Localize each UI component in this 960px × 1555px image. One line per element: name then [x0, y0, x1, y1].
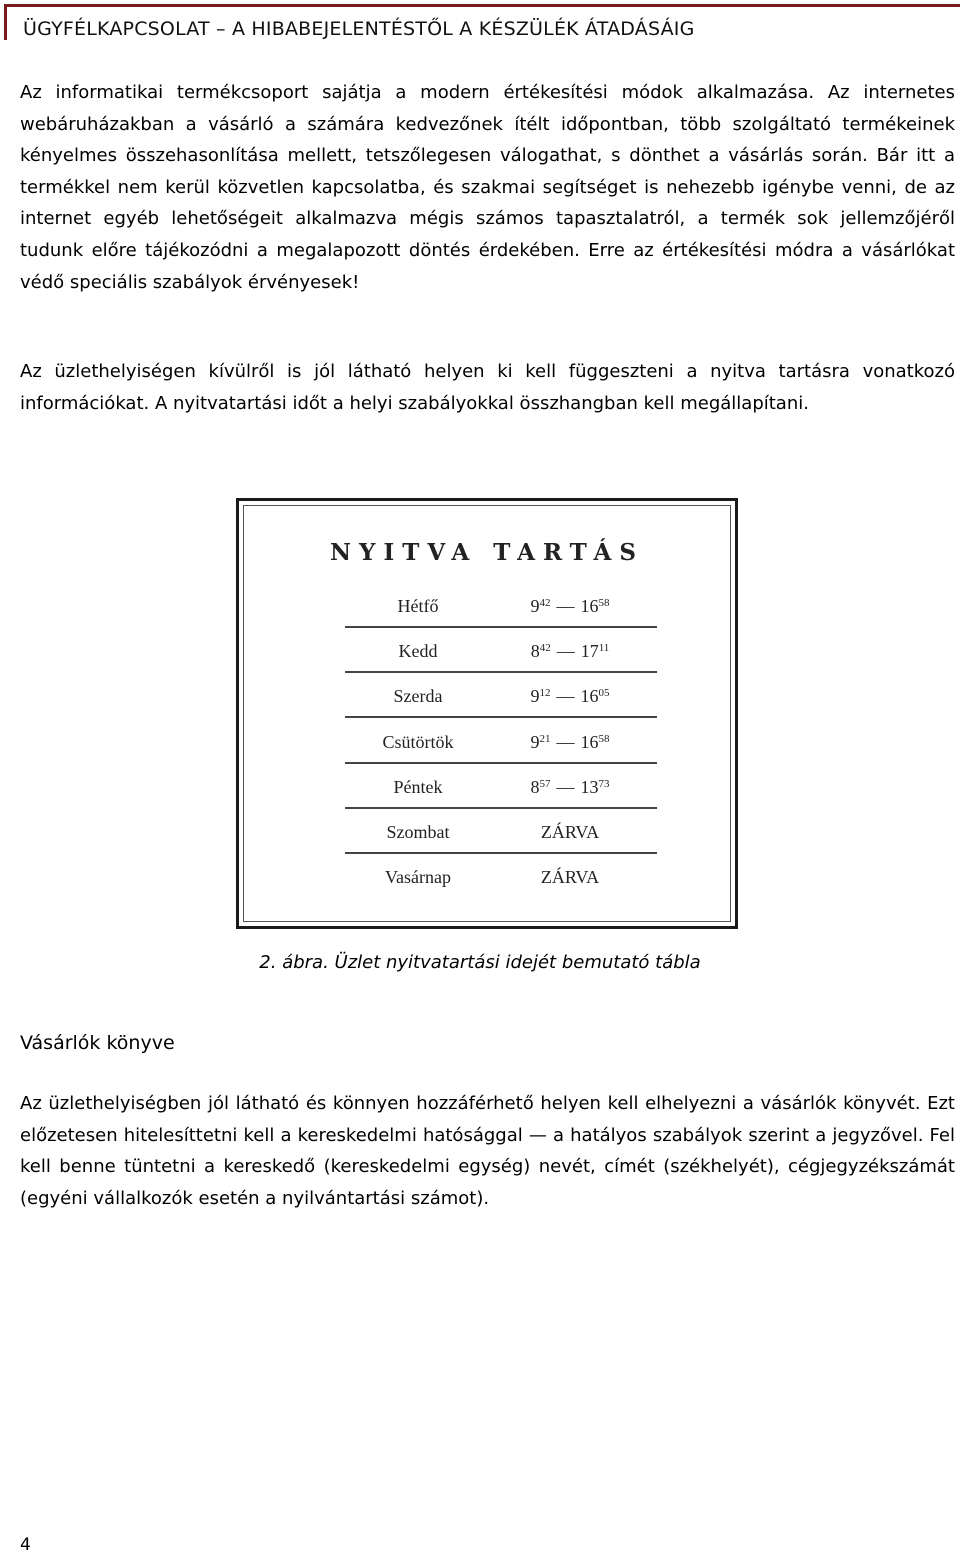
- row-divider: [345, 716, 657, 718]
- sign-title: NYITVA TARTÁS: [330, 539, 644, 566]
- header-title: ÜGYFÉLKAPCSOLAT – A HIBABEJELENTÉSTŐL A KÉSZÜLÉK ÁTADÁSÁIG: [23, 18, 695, 40]
- closed-value: ZÁRVA: [540, 822, 600, 842]
- page-number: 4: [20, 1535, 31, 1555]
- day-label: Szombat: [386, 822, 450, 842]
- schedule-row: [345, 629, 657, 673]
- opening-hours-sign: [236, 498, 738, 929]
- hours-value: $8^{57}$ — $13^{73}$: [530, 777, 610, 797]
- row-divider: [345, 626, 657, 628]
- day-label: Vasárnap: [385, 867, 451, 887]
- row-divider: [345, 807, 657, 809]
- section-heading: Vásárlók könyve: [20, 1032, 175, 1054]
- paragraph-webshops: Az informatikai termékcsoport sajátja a modern értékesítési módok alkalmazása. Az internetes webáruházakban a vásárló a számára kedvezőnek ítélt időpontban, több szolgáltató termékeinek kényelmes összehasonlítása mellett, tetszőlegesen válogathat, s dönthet a vásárlás során. Bár itt a termékkel nem kerül közvetlen kapcsolatba, és szakmai segítséget is nehezebb igénybe venni, de az internet egyéb lehetőségeit alkalmazva mégis számos tapasztalatról, a termék sok jellemzőjéről tudunk előre tájékozódni a megalapozott döntés érdekében. Erre az értékesítési módra a vásárlókat védő speciális szabályok érvényesek!: [20, 82, 955, 293]
- day-label: Hétfő: [397, 596, 439, 616]
- page-header: [4, 4, 960, 40]
- day-label: Péntek: [393, 777, 443, 797]
- paragraph-opening-hours: Az üzlethelyiségen kívülről is jól látható helyen ki kell függeszteni a nyitva tartásra vonatkozó információkat. A nyitvatartási időt a helyi szabályokkal összhangban kell megállapítani.: [20, 361, 955, 414]
- schedule-row: [345, 855, 657, 899]
- schedule-row: [345, 584, 657, 628]
- schedule-row: [345, 720, 657, 764]
- day-label: Csütörtök: [382, 732, 454, 752]
- row-divider: [345, 852, 657, 854]
- sign-inner-frame: [243, 505, 731, 922]
- hours-value: $9^{12}$ — $16^{05}$: [530, 686, 610, 706]
- hours-value: $9^{42}$ — $16^{58}$: [530, 596, 610, 616]
- closed-value: ZÁRVA: [540, 867, 600, 887]
- day-label: Szerda: [393, 686, 443, 706]
- row-divider: [345, 762, 657, 764]
- schedule-row: [345, 810, 657, 854]
- day-label: Kedd: [398, 641, 438, 661]
- hours-value: $8^{42}$ — $17^{11}$: [530, 641, 610, 661]
- schedule-row: [345, 674, 657, 718]
- figure-caption: 2. ábra. Üzlet nyitvatartási idejét bemutató tábla: [259, 952, 701, 973]
- schedule-row: [345, 765, 657, 809]
- paragraph-customer-book: Az üzlethelyiségben jól látható és könnyen hozzáférhető helyen kell elhelyezni a vásárlók könyvét. Ezt előzetesen hitelesíttetni kell a kereskedelmi hatósággal — a hatályos szabályok szerint a jegyzővel. Fel kell benne tüntetni a kereskedő (kereskedelmi egység) nevét, címét (székhelyét), cégjegyzékszámát (egyéni vállalkozók esetén a nyilvántartási számot).: [20, 1093, 955, 1209]
- hours-value: $9^{21}$ — $16^{58}$: [530, 732, 610, 752]
- row-divider: [345, 671, 657, 673]
